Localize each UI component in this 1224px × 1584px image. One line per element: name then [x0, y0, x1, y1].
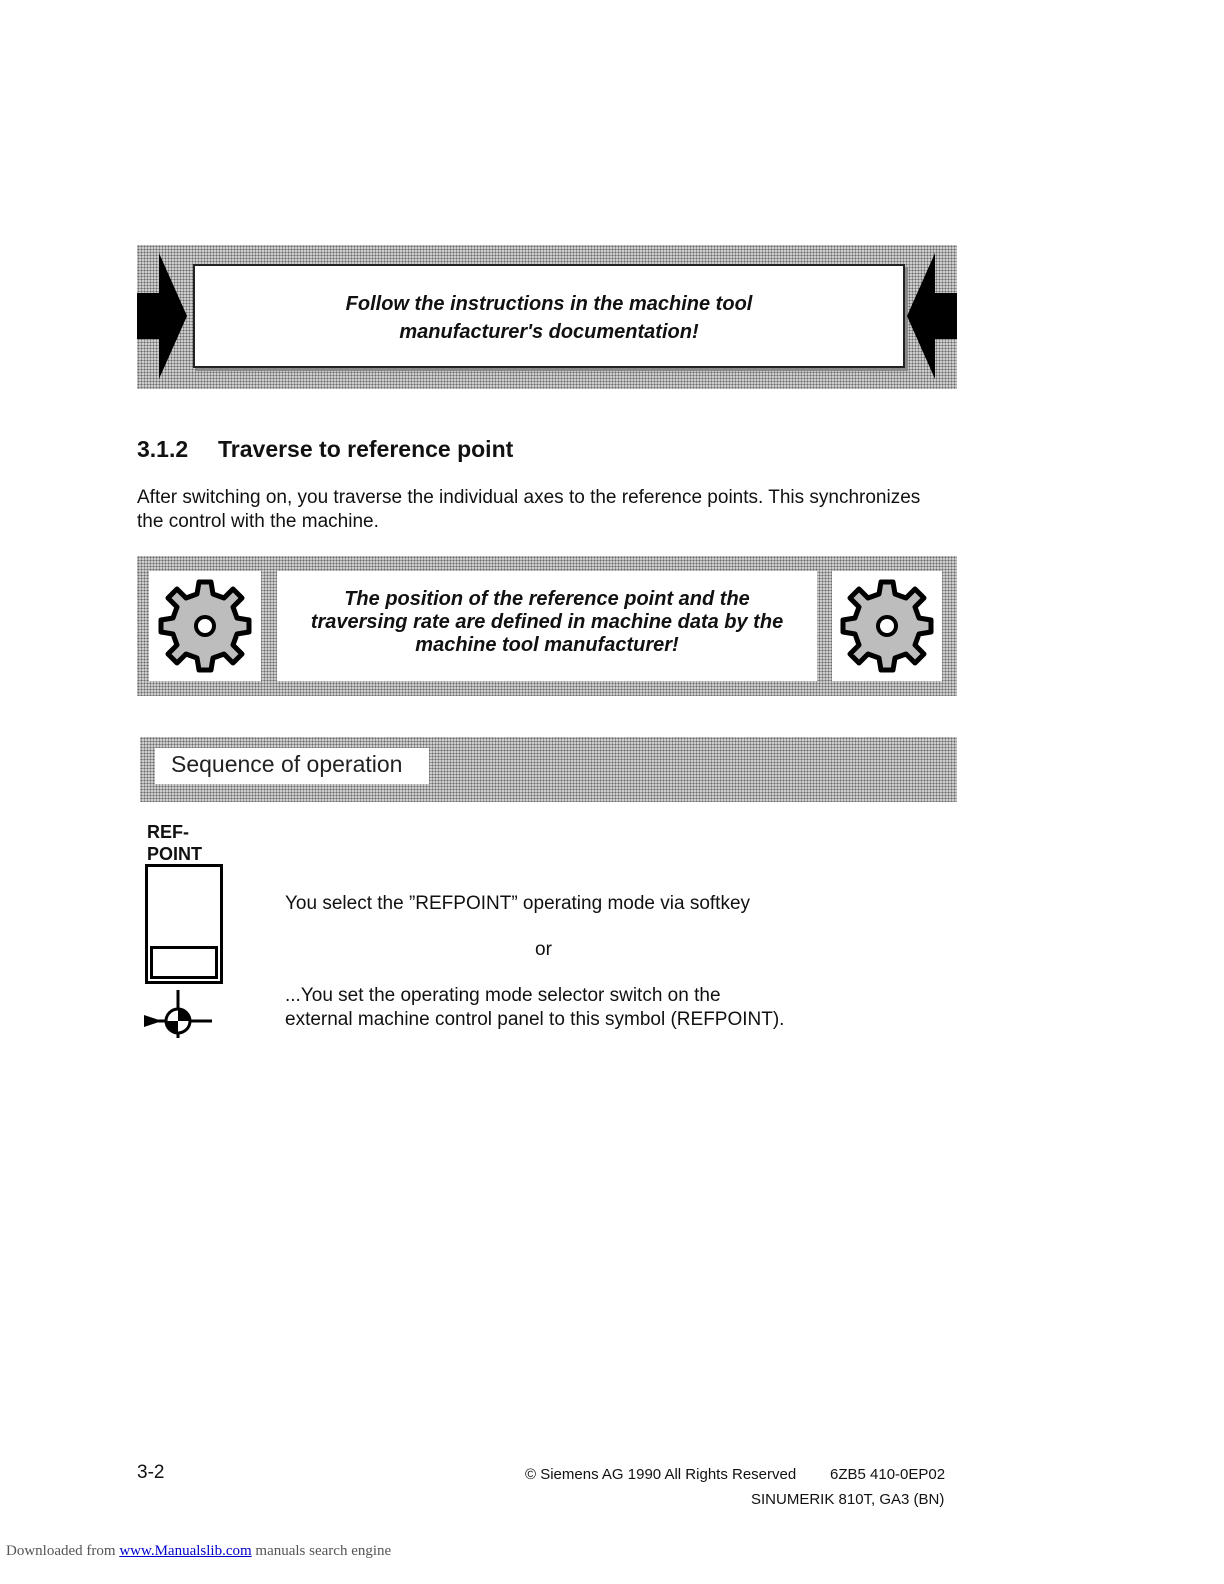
- notice-line-1: Follow the instructions in the machine tool: [345, 293, 753, 315]
- step-1-text: You select the ”REFPOINT” operating mode via softkey: [285, 893, 751, 914]
- page-number: 3-2: [137, 1462, 165, 1483]
- notice-banner-manufacturer: [137, 245, 957, 389]
- intro-line-1: After switching on, you traverse the individual axes to the reference points. This synchronizes: [137, 487, 921, 508]
- arrow-left-icon: [905, 253, 957, 379]
- softkey-label: [147, 821, 202, 865]
- download-note: [6, 1543, 391, 1560]
- step-2-text: [285, 984, 784, 1032]
- refpoint-softkey[interactable]: [145, 864, 223, 984]
- download-prefix: Downloaded from: [6, 1543, 116, 1559]
- gear-icon: [149, 571, 261, 681]
- section-intro: [137, 486, 957, 534]
- notice-line-2: traversing rate are defined in machine data by the: [310, 611, 784, 633]
- notice-line-3: machine tool manufacturer!: [415, 634, 679, 656]
- sequence-header: Sequence of operation: [171, 751, 403, 777]
- gear-icon: [832, 571, 942, 681]
- manualslib-link[interactable]: www.Manualslib.com: [119, 1543, 252, 1559]
- intro-line-2: the control with the machine.: [137, 511, 379, 532]
- notice-banner-machine-data: [137, 556, 957, 696]
- notice-line-2: manufacturer's documentation!: [399, 321, 699, 343]
- refpoint-symbol-icon: [142, 990, 214, 1040]
- gear-icon-right-frame: [832, 571, 942, 681]
- sequence-header-bar: [140, 737, 957, 802]
- section-heading: [137, 436, 514, 463]
- step-2-line-2: external machine control panel to this symbol (REFPOINT).: [285, 1009, 785, 1030]
- softkey-indicator: [150, 946, 218, 979]
- document-number: 6ZB5 410-0EP02: [830, 1466, 946, 1483]
- arrow-right-icon: [137, 253, 189, 379]
- or-text: or: [535, 939, 552, 960]
- copyright: © Siemens AG 1990 All Rights Reserved: [525, 1466, 797, 1483]
- notice-line-1: The position of the reference point and the: [344, 588, 750, 610]
- softkey-label-line-1: REF-: [147, 822, 189, 842]
- notice-text-box: [193, 264, 905, 368]
- step-2-line-1: ...You set the operating mode selector switch on the: [285, 985, 721, 1006]
- download-suffix: manuals search engine: [255, 1543, 392, 1559]
- product-name: SINUMERIK 810T, GA3 (BN): [751, 1491, 945, 1508]
- gear-icon-left-frame: [149, 571, 261, 681]
- section-number: 3.1.2: [137, 436, 189, 462]
- softkey-label-line-2: POINT: [147, 844, 203, 864]
- notice-text-box: [277, 571, 817, 681]
- section-title: Traverse to reference point: [218, 436, 514, 462]
- sequence-header-label-box: [155, 748, 429, 784]
